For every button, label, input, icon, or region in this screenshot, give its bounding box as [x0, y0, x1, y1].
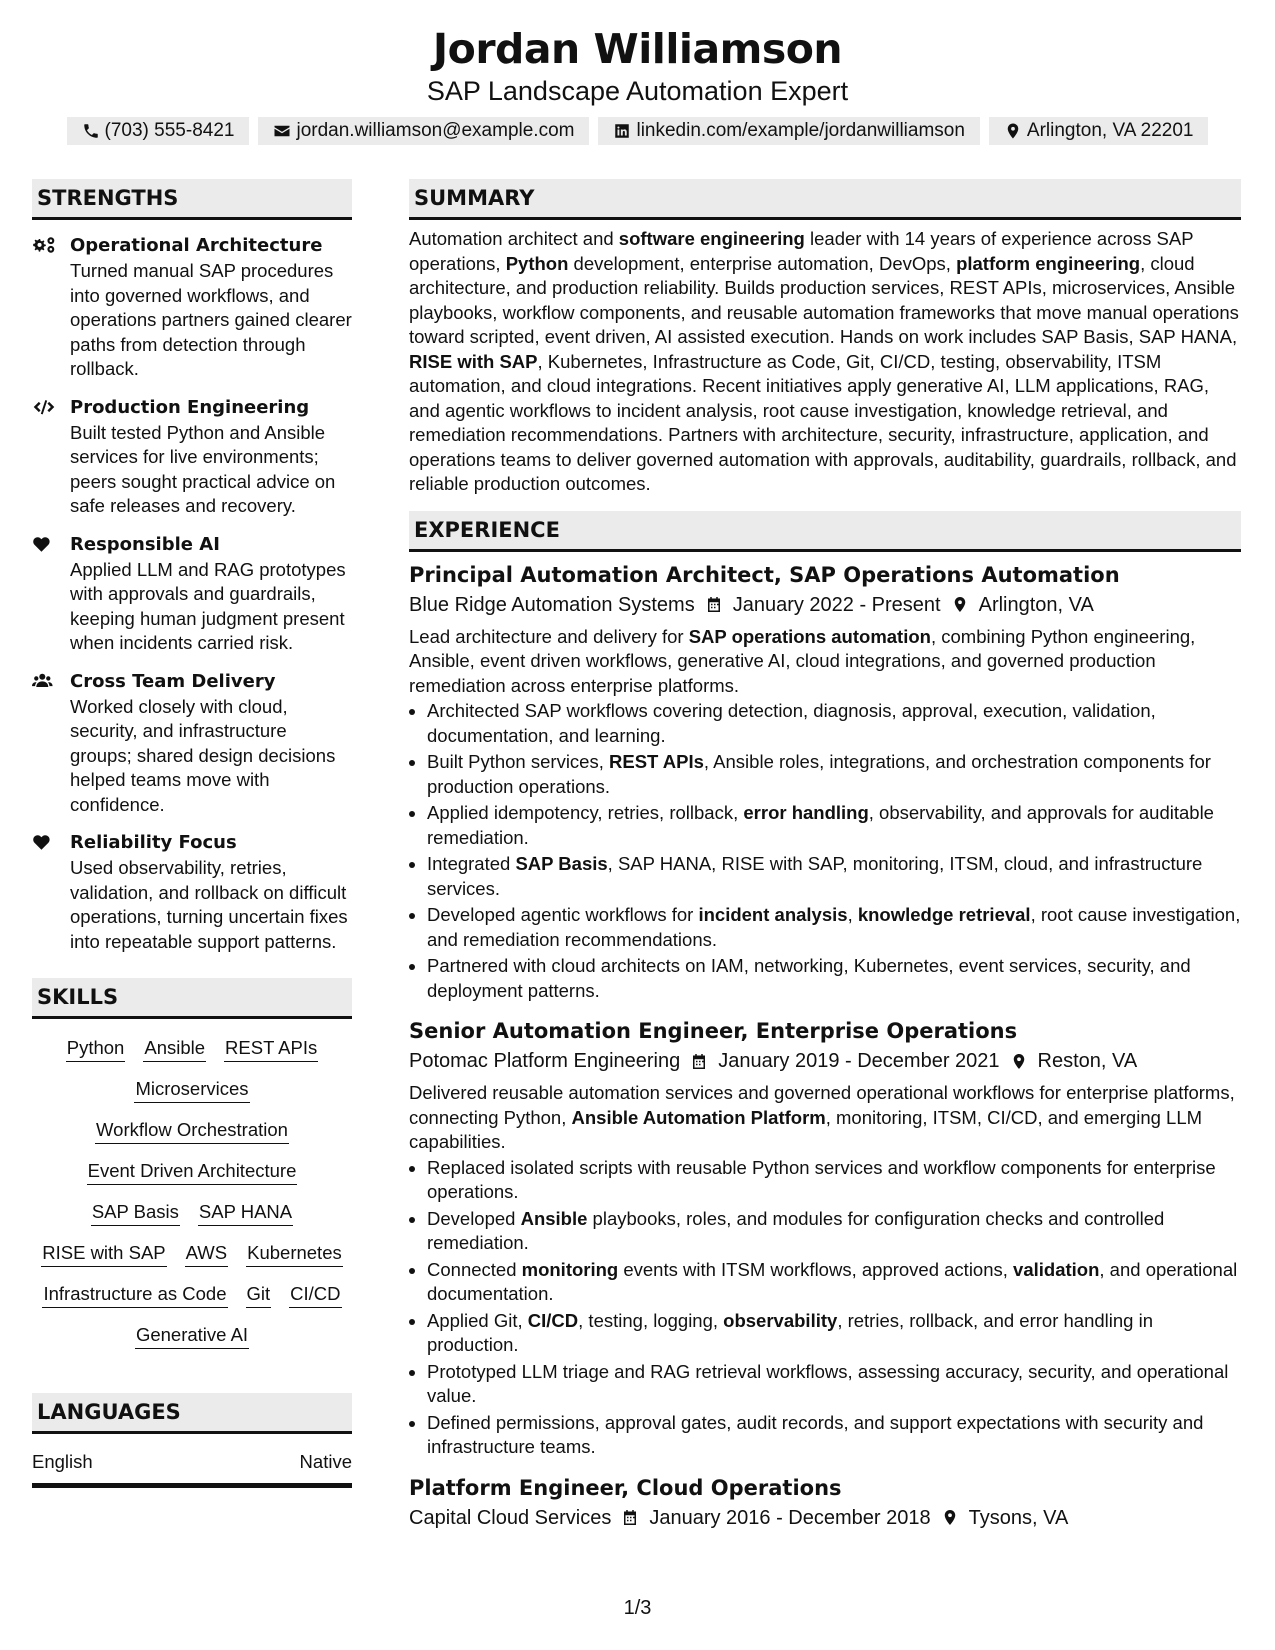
candidate-title: SAP Landscape Automation Expert — [426, 76, 849, 106]
summary-bold: software engineering — [618, 228, 805, 249]
skill-tag: Python — [66, 1035, 126, 1062]
bullet-bold: Ansible — [520, 1207, 588, 1229]
gears-icon — [32, 235, 56, 255]
job-bullet — [427, 1411, 1241, 1460]
job-bullet — [427, 1309, 1241, 1358]
bullet-bold: REST APIs — [609, 751, 704, 772]
summary-text — [409, 227, 1241, 497]
bullet-bold: SAP Basis — [515, 853, 608, 874]
heart-icon — [32, 534, 56, 554]
job-bullet — [427, 750, 1241, 799]
map-pin-icon — [941, 1508, 959, 1527]
job-dates: January 2016 - December 2018 — [649, 1506, 931, 1529]
strength-desc: Applied LLM and RAG prototypes with approvals and guardrails, keeping human judgment present when incidents carried risk. — [70, 558, 346, 653]
job-meta — [409, 1046, 1241, 1076]
skill-tag: CI/CD — [289, 1281, 341, 1308]
left-column — [32, 179, 352, 1488]
page-number: 1/3 — [623, 1597, 652, 1619]
job-entry — [409, 1016, 1241, 1460]
contact-bar — [0, 117, 1275, 145]
heart-icon — [32, 832, 56, 852]
job-title: Principal Automation Architect, SAP Operations Automation — [409, 562, 1120, 587]
bullet-bold: validation — [1013, 1258, 1100, 1280]
skill-tag: SAP HANA — [198, 1199, 293, 1226]
summary-bold: RISE with SAP — [409, 350, 538, 372]
skill-tag: Microservices — [134, 1076, 249, 1103]
bullet-text: , — [847, 904, 858, 925]
skills-heading: SKILLS — [32, 978, 352, 1019]
strength-title: Production Engineering — [70, 396, 310, 418]
strengths-heading: STRENGTHS — [32, 179, 352, 220]
skill-tag: RISE with SAP — [41, 1240, 166, 1267]
job-entry — [409, 1473, 1241, 1533]
summary-text: development, enterprise automation, DevOps, — [568, 252, 957, 274]
bullet-text: Replaced isolated scripts with reusable Python services and workflow components for enterprise operations. — [427, 1156, 1216, 1202]
experience-list — [409, 560, 1241, 1533]
bullet-text: events with ITSM workflows, approved actions, — [618, 1258, 1014, 1280]
bullet-text: Integrated — [427, 853, 516, 874]
strength-desc: Used observability, retries, validation, and rollback on difficult operations, turning uncertain fixes into repeatable support patterns. — [70, 857, 348, 952]
skill-tag: AWS — [185, 1240, 228, 1267]
job-desc-text: , monitoring, ITSM, CI/CD, and emerging LLM capabilities. — [409, 1106, 1203, 1152]
bullet-bold: incident analysis — [698, 904, 848, 925]
job-company: Capital Cloud Services — [409, 1506, 612, 1529]
job-bullet — [427, 699, 1241, 748]
strength-item — [32, 233, 352, 382]
summary-bold: platform engineering — [956, 252, 1141, 274]
envelope-icon — [273, 122, 291, 140]
candidate-name: Jordan Williamson — [432, 25, 843, 73]
map-pin-icon — [951, 595, 969, 614]
bullet-bold: error handling — [743, 802, 869, 823]
skills-row — [36, 1199, 348, 1226]
skills-row — [36, 1076, 348, 1103]
strength-item — [32, 395, 352, 519]
strength-title: Operational Architecture — [70, 235, 323, 256]
job-bullet — [427, 903, 1241, 952]
strength-desc: Worked closely with cloud, security, and infrastructure groups; shared design decisions helped teams move with confidence. — [70, 695, 336, 815]
strength-title: Cross Team Delivery — [70, 670, 276, 692]
linkedin-icon — [613, 122, 631, 140]
skills-row — [36, 1240, 348, 1267]
bullet-text: , and operational documentation. — [427, 1258, 1238, 1304]
job-meta — [409, 1503, 1241, 1533]
skill-tag: Kubernetes — [246, 1240, 343, 1267]
linkedin-text: linkedin.com/example/jordanwilliamson — [636, 120, 965, 141]
code-icon — [32, 397, 56, 417]
job-desc-bold: Ansible Automation Platform — [571, 1106, 826, 1128]
language-row — [32, 1450, 352, 1474]
strength-item — [32, 669, 352, 818]
bullet-text: Connected — [427, 1258, 522, 1280]
contact-linkedin[interactable] — [598, 117, 979, 145]
summary-text: Automation architect and — [409, 228, 619, 249]
skill-tag: Ansible — [143, 1035, 206, 1062]
job-desc-text: , combining Python engineering, Ansible, event driven workflows, generative AI, cloud integrations, and governed production remediation across enterprise platforms. — [409, 625, 1196, 696]
users-icon — [32, 671, 56, 691]
skills-row — [36, 1281, 348, 1308]
bullet-text: Applied Git, — [427, 1309, 528, 1331]
bullet-bold: CI/CD — [527, 1309, 579, 1331]
bullet-text: Architected SAP workflows covering detection, diagnosis, approval, execution, validation, documentation, and learning. — [427, 700, 1156, 746]
job-description — [409, 1081, 1241, 1155]
phone-icon — [82, 122, 100, 140]
skill-tag: SAP Basis — [91, 1199, 180, 1226]
strength-item — [32, 532, 352, 656]
right-column — [409, 179, 1241, 1533]
languages-heading: LANGUAGES — [32, 1393, 352, 1434]
skills-row — [36, 1035, 348, 1062]
email-text: jordan.williamson@example.com — [296, 120, 575, 141]
phone-text: (703) 555-8421 — [104, 120, 235, 141]
job-bullet — [427, 1258, 1241, 1307]
summary-heading: SUMMARY — [409, 179, 1241, 220]
language-level: Native — [299, 1451, 352, 1472]
strength-title: Responsible AI — [70, 533, 220, 555]
language-name: English — [32, 1451, 93, 1472]
language-level-bar — [32, 1483, 352, 1488]
skill-tag: Workflow Orchestration — [95, 1117, 289, 1144]
bullet-text: , retries, rollback, and error handling in production. — [427, 1309, 1153, 1355]
job-entry — [409, 560, 1241, 1004]
contact-phone[interactable] — [67, 117, 250, 145]
job-meta — [409, 590, 1241, 620]
bullet-text: , Ansible roles, integrations, and orchestration components for production operations. — [427, 751, 1211, 797]
skill-tag: Infrastructure as Code — [42, 1281, 227, 1308]
bullet-text: Defined permissions, approval gates, audit records, and support expectations with security and infrastructure teams. — [427, 1411, 1204, 1457]
bullet-bold: observability — [723, 1309, 838, 1331]
skill-tag: Git — [246, 1281, 272, 1308]
calendar-icon — [621, 1508, 639, 1527]
job-bullet — [427, 801, 1241, 850]
job-company: Blue Ridge Automation Systems — [409, 593, 695, 616]
bullet-text: Developed — [427, 1207, 521, 1229]
bullet-text: Developed agentic workflows for — [427, 904, 699, 925]
job-bullet — [427, 954, 1241, 1003]
bullet-text: playbooks, roles, and modules for configuration checks and controlled remediation. — [427, 1207, 1165, 1253]
job-desc-text: Delivered reusable automation services and governed operational workflows for enterprise platforms, connecting Python, — [409, 1082, 1235, 1128]
job-bullet — [427, 1207, 1241, 1256]
job-title: Platform Engineer, Cloud Operations — [409, 1475, 842, 1500]
job-dates: January 2019 - December 2021 — [718, 1050, 1000, 1072]
bullet-text: , SAP HANA, RISE with SAP, monitoring, ITSM, cloud, and infrastructure services. — [427, 853, 1203, 899]
skills-row — [36, 1158, 348, 1185]
resume-header — [0, 24, 1275, 145]
bullet-text: Applied idempotency, retries, rollback, — [427, 802, 744, 823]
strength-title: Reliability Focus — [70, 832, 237, 853]
skill-tag: Event Driven Architecture — [87, 1158, 298, 1185]
job-bullet — [427, 852, 1241, 901]
skill-tag: REST APIs — [224, 1035, 318, 1062]
job-location: Tysons, VA — [968, 1506, 1069, 1529]
bullet-text: , root cause investigation, and remediation recommendations. — [427, 904, 1241, 950]
bullet-bold: monitoring — [521, 1258, 619, 1280]
location-text: Arlington, VA 22201 — [1026, 120, 1194, 141]
contact-location — [989, 117, 1209, 145]
map-pin-icon — [1004, 122, 1022, 140]
summary-text: leader with 14 years of experience across SAP operations, — [409, 228, 1194, 274]
contact-email[interactable] — [258, 117, 589, 145]
skills-list — [32, 1035, 352, 1349]
job-bullet — [427, 1360, 1241, 1409]
skills-row — [36, 1117, 348, 1144]
job-company: Potomac Platform Engineering — [409, 1050, 681, 1072]
job-description — [409, 625, 1241, 699]
strength-item — [32, 830, 352, 954]
job-location: Arlington, VA — [978, 593, 1094, 616]
strength-desc: Turned manual SAP procedures into governed workflows, and operations partners gained clearer paths from detection through rollback. — [70, 260, 352, 379]
map-pin-icon — [1010, 1052, 1028, 1071]
strength-desc: Built tested Python and Ansible services for live environments; peers sought practical advice on safe releases and recovery. — [70, 421, 336, 516]
job-bullet — [427, 1156, 1241, 1205]
summary-text: , Kubernetes, Infrastructure as Code, Git, CI/CD, testing, observability, ITSM automation, and cloud integrations. Recent initiatives apply generative AI, LLM applications, RAG, and agentic workflows to incident analysis, root cause investigation, knowledge retrieval, and remediation recommendations. Partners with architecture, security, infrastructure, application, and operations teams to deliver governed automation with approvals, auditability, guardrails, rollback, and reliable production outcomes. — [409, 350, 1237, 494]
bullet-text: Prototyped LLM triage and RAG retrieval workflows, assessing accuracy, security, and operational value. — [427, 1360, 1229, 1406]
summary-text: , cloud architecture, and production reliability. Builds production services, REST APIs, microservices, Ansible playbooks, workflow components, and reusable automation frameworks that move manual operations toward scripted, event driven, AI assisted execution. Hands on work includes SAP Basis, SAP HANA, — [409, 252, 1239, 347]
bullet-text: , observability, and approvals for auditable remediation. — [427, 802, 1214, 848]
bullet-text: Partnered with cloud architects on IAM, networking, Kubernetes, event services, security, and deployment patterns. — [427, 955, 1191, 1001]
skills-row — [36, 1322, 348, 1349]
skill-tag: Generative AI — [135, 1322, 249, 1349]
job-dates: January 2022 - Present — [732, 593, 941, 616]
job-title: Senior Automation Engineer, Enterprise Operations — [409, 1019, 1018, 1043]
job-desc-bold: SAP operations automation — [688, 625, 931, 647]
job-desc-text: Lead architecture and delivery for — [409, 625, 689, 647]
job-bullets — [409, 699, 1241, 1003]
bullet-text: , testing, logging, — [578, 1309, 724, 1331]
bullet-text: Built Python services, — [427, 751, 609, 772]
job-bullets — [409, 1156, 1241, 1460]
summary-bold: Python — [505, 252, 569, 274]
job-location: Reston, VA — [1037, 1050, 1138, 1072]
calendar-icon — [690, 1052, 708, 1071]
experience-heading: EXPERIENCE — [409, 511, 1241, 552]
bullet-bold: knowledge retrieval — [857, 904, 1031, 925]
calendar-icon — [705, 595, 723, 614]
